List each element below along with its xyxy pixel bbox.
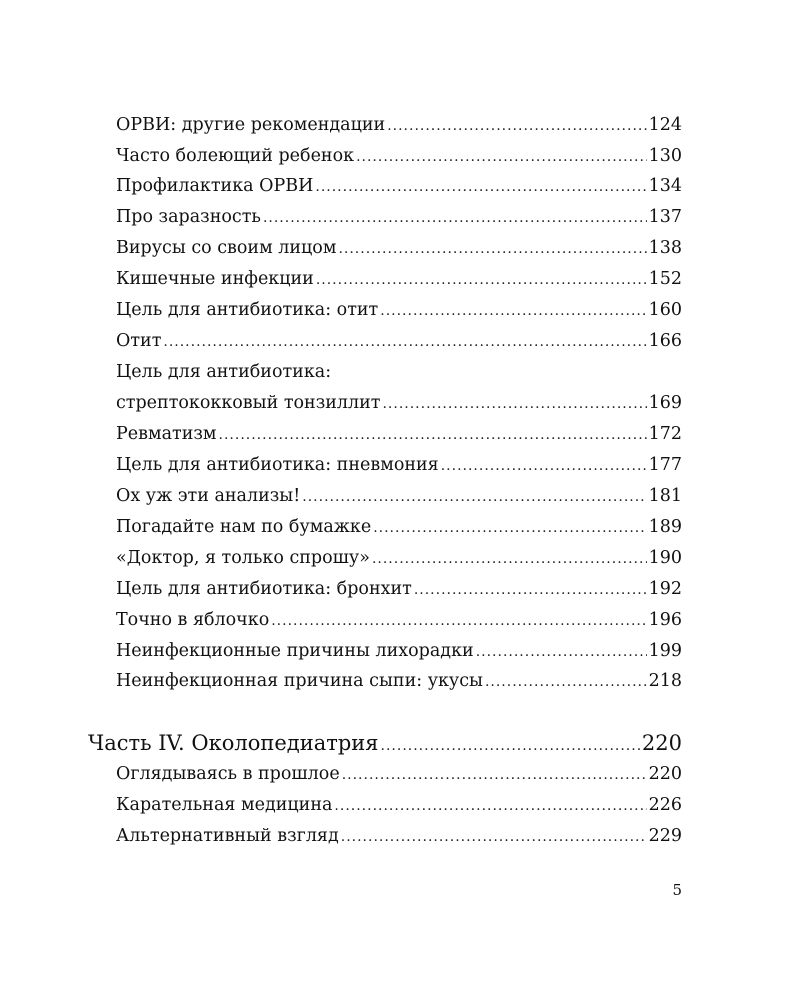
toc-entry-title: Оглядываясь в прошлое bbox=[116, 764, 340, 784]
dot-leader bbox=[338, 238, 646, 260]
toc-entry bbox=[116, 516, 682, 539]
toc-entry bbox=[116, 237, 682, 260]
dot-leader bbox=[387, 115, 646, 137]
toc-entry-title: ОРВИ: другие рекомендации bbox=[116, 115, 386, 135]
toc-entry bbox=[116, 670, 682, 693]
toc-entry-title: Цель для антибиотика: отит bbox=[116, 300, 379, 320]
toc-entry bbox=[116, 763, 682, 786]
toc-entry-title: Про заразность bbox=[116, 207, 261, 227]
dot-leader bbox=[316, 269, 647, 291]
toc-entry-title: «Доктор, я только спрошу» bbox=[116, 548, 370, 568]
toc-entry bbox=[116, 794, 682, 817]
toc-entry-page: 160 bbox=[648, 300, 682, 320]
toc-entry-title: Отит bbox=[116, 331, 162, 351]
toc-entry-page: 199 bbox=[648, 641, 682, 661]
toc-entry-title: стрептококковый тонзиллит bbox=[116, 393, 381, 413]
toc-entry-page: 190 bbox=[648, 548, 682, 568]
toc-entry bbox=[116, 423, 682, 446]
toc-entry-page: 218 bbox=[648, 671, 682, 691]
toc-entry-page: 229 bbox=[648, 826, 682, 846]
dot-leader bbox=[373, 517, 646, 539]
dot-leader bbox=[334, 795, 646, 817]
dot-leader bbox=[263, 207, 647, 229]
dot-leader bbox=[476, 641, 647, 663]
toc-entry bbox=[116, 609, 682, 632]
toc-entry-title: Часто болеющий ребенок bbox=[116, 146, 355, 166]
toc-entry-page: 130 bbox=[648, 146, 682, 166]
dot-leader bbox=[341, 826, 647, 848]
toc-entry-page: 166 bbox=[648, 331, 682, 351]
toc-entry bbox=[116, 268, 682, 291]
toc-entry-wrapped-first-line bbox=[116, 361, 682, 383]
toc-entry bbox=[116, 640, 682, 663]
toc-entry-title: Неинфекционная причина сыпи: укусы bbox=[116, 671, 483, 691]
dot-leader bbox=[356, 146, 647, 168]
toc-entry bbox=[116, 145, 682, 168]
toc-part-heading bbox=[88, 730, 682, 759]
toc-entry bbox=[116, 175, 682, 198]
toc-part-page: 220 bbox=[641, 731, 682, 755]
toc-entry bbox=[116, 299, 682, 322]
toc-entry-page: 196 bbox=[648, 610, 682, 630]
toc-entry-title: Цель для антибиотика: бронхит bbox=[116, 579, 412, 599]
toc-entry-title: Кишечные инфекции bbox=[116, 269, 314, 289]
toc-entry bbox=[116, 330, 682, 353]
toc-entry bbox=[116, 206, 682, 229]
dot-leader bbox=[271, 610, 646, 632]
toc-entry-title: Точно в яблочко bbox=[116, 610, 270, 630]
toc-entry-title: Цель для антибиотика: пневмония bbox=[116, 455, 439, 475]
toc-entry-title: Погадайте нам по бумажке bbox=[116, 517, 372, 537]
dot-leader bbox=[414, 579, 647, 601]
toc-entry bbox=[116, 392, 682, 415]
dot-leader bbox=[381, 733, 640, 759]
dot-leader bbox=[315, 176, 646, 198]
dot-leader bbox=[441, 455, 647, 477]
toc-entry-title: Ревматизм bbox=[116, 424, 217, 444]
toc-entry-title: Цель для антибиотика: bbox=[116, 362, 332, 382]
toc-entry-page: 226 bbox=[648, 795, 682, 815]
toc-entry-page: 137 bbox=[648, 207, 682, 227]
toc-entry-page: 134 bbox=[648, 176, 682, 196]
toc-entry-page: 169 bbox=[648, 393, 682, 413]
toc-entry-title: Ох уж эти анализы! bbox=[116, 486, 301, 506]
dot-leader bbox=[219, 424, 647, 446]
dot-leader bbox=[485, 671, 647, 693]
toc-entry-page: 172 bbox=[648, 424, 682, 444]
toc-entry-title: Вирусы со своим лицом bbox=[116, 238, 337, 258]
dot-leader bbox=[380, 300, 646, 322]
dot-leader bbox=[382, 393, 646, 415]
dot-leader bbox=[342, 764, 647, 786]
toc-entry-page: 124 bbox=[648, 115, 682, 135]
toc-part-title: Часть IV. Околопедиатрия bbox=[88, 731, 379, 755]
toc-entry-page: 192 bbox=[648, 579, 682, 599]
page-number: 5 bbox=[672, 881, 682, 899]
toc-entry bbox=[116, 825, 682, 848]
toc-entry-page: 177 bbox=[648, 455, 682, 475]
dot-leader bbox=[163, 331, 646, 353]
toc-entry-title: Профилактика ОРВИ bbox=[116, 176, 314, 196]
toc-entry-page: 220 bbox=[648, 764, 682, 784]
toc-entry-title: Альтернативный взгляд bbox=[116, 826, 339, 846]
dot-leader bbox=[372, 548, 647, 570]
toc-entry-page: 189 bbox=[648, 517, 682, 537]
toc-entry-page: 138 bbox=[648, 238, 682, 258]
toc-entry bbox=[116, 578, 682, 601]
toc-entry bbox=[116, 454, 682, 477]
toc-entry bbox=[116, 114, 682, 137]
toc-entry-page: 181 bbox=[648, 486, 682, 506]
toc-entry-page: 152 bbox=[648, 269, 682, 289]
toc-entry-title: Неинфекционные причины лихорадки bbox=[116, 641, 474, 661]
toc-entry bbox=[116, 547, 682, 570]
toc-entry-title: Карательная медицина bbox=[116, 795, 333, 815]
toc-entry bbox=[116, 485, 682, 508]
dot-leader bbox=[302, 486, 646, 508]
